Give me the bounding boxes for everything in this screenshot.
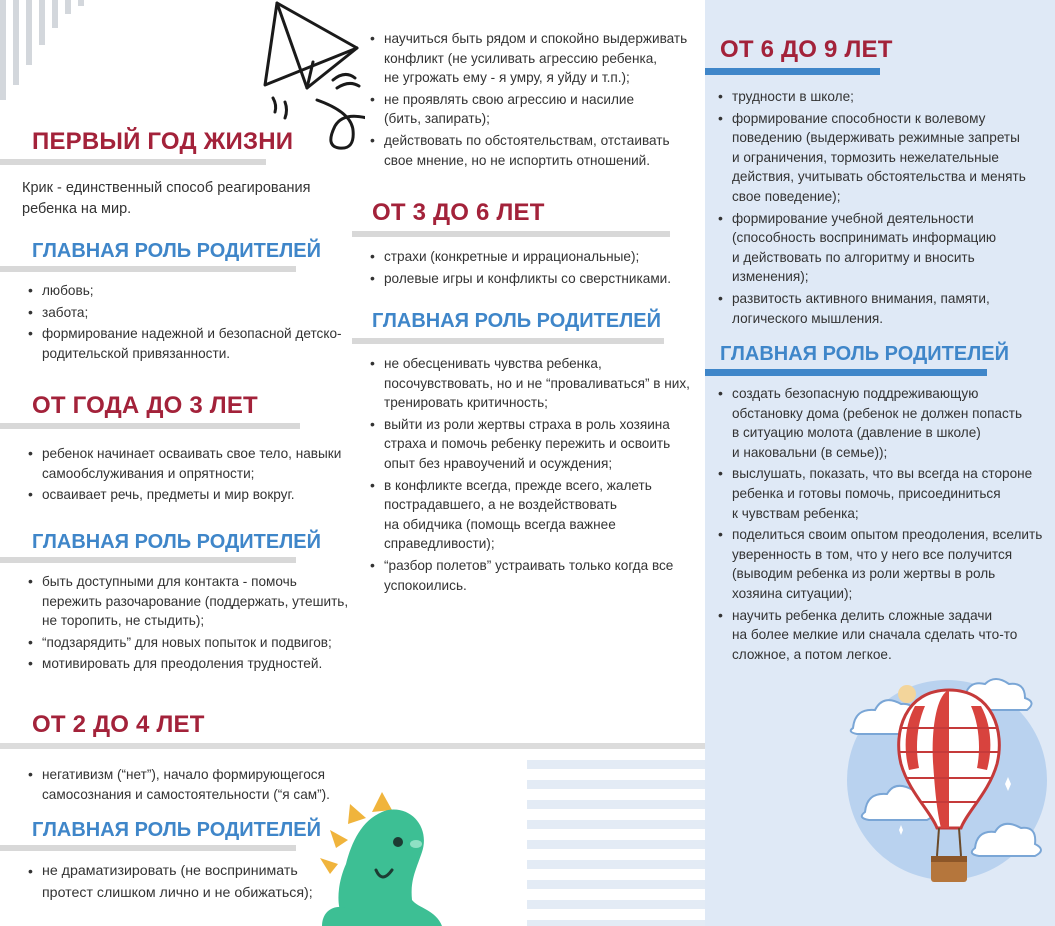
corner-stripes-decoration bbox=[0, 0, 90, 100]
list-item: • трудности в школе; bbox=[718, 87, 1048, 107]
list-item: • не обесценивать чувства ребенка, посочувствовать, но и не “проваливаться” в них, тренировать критичность; bbox=[370, 354, 700, 413]
list-item: • в конфликте всегда, прежде всего, жалеть пострадавшего, а не воздействовать на обидчика (помощь всегда важнее справедливости); bbox=[370, 476, 700, 554]
role-title-2-underline bbox=[0, 557, 296, 563]
role-title-1: ГЛАВНАЯ РОЛЬ РОДИТЕЛЕЙ bbox=[32, 240, 321, 262]
list-item: • научиться быть рядом и спокойно выдерживать конфликт (не усиливать агрессию ребенка, не угрожать ему - я умру, я уйду и т.п.); bbox=[370, 29, 700, 88]
age-2-4-role-list bbox=[28, 860, 338, 906]
list-item: • быть доступными для контакта - помочь пережить разочарование (поддержать, утешить, не торопить, не стыдить); bbox=[28, 572, 358, 631]
role-title-5-underline bbox=[705, 369, 987, 376]
section-divider bbox=[0, 743, 705, 749]
list-item: • ребенок начинает осваивать свое тело, навыки самообслуживания и опрятности; bbox=[28, 444, 358, 483]
list-item: • ролевые игры и конфликты со сверстниками. bbox=[370, 269, 700, 289]
list-item: • забота; bbox=[28, 303, 348, 323]
role-title-3: ГЛАВНАЯ РОЛЬ РОДИТЕЛЕЙ bbox=[32, 819, 321, 841]
list-item: • не драматизировать (не воспринимать протест слишком лично и не обижаться); bbox=[28, 860, 338, 904]
role-title-2: ГЛАВНАЯ РОЛЬ РОДИТЕЛЕЙ bbox=[32, 531, 321, 553]
role-title-1-underline bbox=[0, 266, 296, 272]
role-title-5: ГЛАВНАЯ РОЛЬ РОДИТЕЛЕЙ bbox=[720, 343, 1009, 365]
age-2-4-title: ОТ 2 ДО 4 ЛЕТ bbox=[32, 711, 205, 738]
age-3-6-title: ОТ 3 ДО 6 ЛЕТ bbox=[372, 199, 545, 226]
list-item: • поделиться своим опытом преодоления, вселить уверенность в том, что у него все получится (выводим ребенка из роли жертвы в роль хозяина ситуации); bbox=[718, 525, 1050, 603]
list-item: • страхи (конкретные и иррациональные); bbox=[370, 247, 700, 267]
role-title-3-underline bbox=[0, 845, 296, 851]
age-3-6-title-underline bbox=[352, 231, 670, 237]
list-item: • создать безопасную поддреживающую обстановку дома (ребенок не должен попасть в ситуацию молота (давление в школе) и наковальни (в семье)); bbox=[718, 384, 1050, 462]
stripes-decoration bbox=[527, 760, 705, 926]
list-item: • не проявлять свою агрессию и насилие (бить, запирать); bbox=[370, 90, 700, 129]
hot-air-balloon-icon bbox=[845, 672, 1055, 902]
list-item: • научить ребенка делить сложные задачи на более мелкие или сначала сделать что-то сложное, а потом легкое. bbox=[718, 606, 1050, 665]
col2-top-list bbox=[370, 29, 700, 172]
age-1-3-title: ОТ ГОДА ДО 3 ЛЕТ bbox=[32, 392, 258, 419]
age-1-3-title-underline bbox=[0, 423, 300, 429]
list-item: • развитость активного внимания, памяти, логического мышления. bbox=[718, 289, 1048, 328]
list-item: • “разбор полетов” устраивать только когда все успокоились. bbox=[370, 556, 700, 595]
age-1-3-list bbox=[28, 444, 358, 507]
age-3-6-list bbox=[370, 247, 700, 290]
role-title-4: ГЛАВНАЯ РОЛЬ РОДИТЕЛЕЙ bbox=[372, 310, 661, 332]
age-6-9-list bbox=[718, 87, 1048, 330]
first-year-title-underline bbox=[0, 159, 266, 165]
list-item: • “подзарядить” для новых попыток и подвигов; bbox=[28, 633, 358, 653]
list-item: • выслушать, показать, что вы всегда на стороне ребенка и готовы помочь, присоединиться к чувствам ребенка; bbox=[718, 464, 1050, 523]
age-1-3-role-list bbox=[28, 572, 358, 676]
dinosaur-icon bbox=[312, 790, 447, 926]
list-item: • формирование способности к волевому поведению (выдерживать режимные запреты и ограничения, тормозить нежелательные действия, учитывать обстоятельства и менять свое поведение); bbox=[718, 109, 1048, 207]
age-6-9-title: ОТ 6 ДО 9 ЛЕТ bbox=[720, 36, 893, 63]
list-item: • осваивает речь, предметы и мир вокруг. bbox=[28, 485, 358, 505]
list-item: • негативизм (“нет”), начало формирующегося самосознания и самостоятельности (“я сам”). bbox=[28, 765, 358, 804]
age-3-6-role-list bbox=[370, 354, 700, 597]
first-year-role-list bbox=[28, 281, 348, 365]
age-2-4-list bbox=[28, 765, 358, 806]
list-item: • мотивировать для преодоления трудностей. bbox=[28, 654, 358, 674]
role-title-4-underline bbox=[352, 338, 664, 344]
first-year-title: ПЕРВЫЙ ГОД ЖИЗНИ bbox=[32, 128, 294, 155]
list-item: • формирование учебной деятельности (способность воспринимать информацию и действовать по алгоритму и вносить изменения); bbox=[718, 209, 1048, 287]
list-item: • выйти из роли жертвы страха в роль хозяина страха и помочь ребенку пережить и освоить опыт без нравоучений и осуждения; bbox=[370, 415, 700, 474]
list-item: • любовь; bbox=[28, 281, 348, 301]
first-year-intro: Крик - единственный способ реагирования ребенка на мир. bbox=[22, 180, 311, 217]
age-6-9-title-underline bbox=[705, 68, 880, 75]
list-item: • действовать по обстоятельствам, отстаивать свое мнение, но не испортить отношений. bbox=[370, 131, 700, 170]
age-6-9-role-list bbox=[718, 384, 1050, 666]
list-item: • формирование надежной и безопасной детско- родительской привязанности. bbox=[28, 324, 348, 363]
